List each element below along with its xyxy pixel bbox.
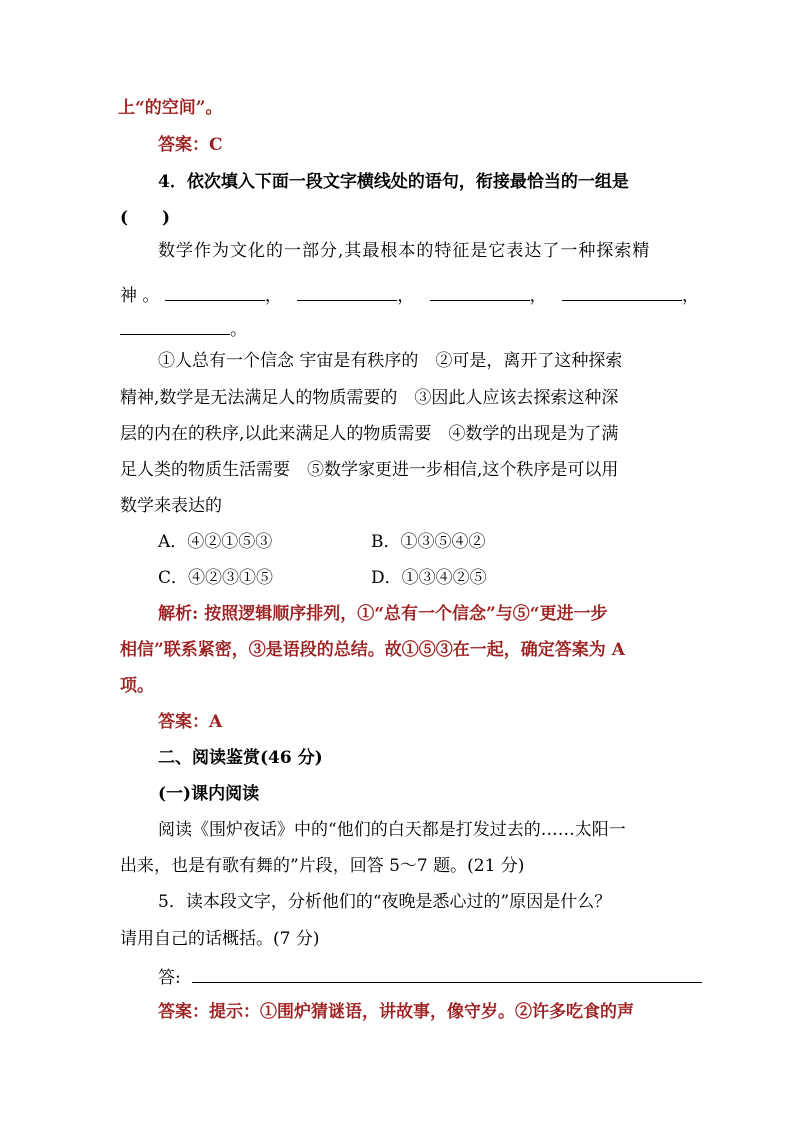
- question-5-line2: 请用自己的话概括。(7 分): [120, 929, 320, 949]
- blank-3: [430, 282, 530, 301]
- answer-label: 答案: [158, 1002, 192, 1022]
- question-4-line2: ( ): [120, 208, 171, 228]
- passage-text: 神 。: [120, 286, 160, 306]
- options-text-line2: 精神,数学是无法满足人的物质需要的 ③因此人应该去探索这种深: [120, 388, 619, 408]
- answer-value: C: [209, 135, 223, 155]
- prev-answer-tail: 上“的空间”。: [118, 98, 223, 118]
- answer-2: [158, 711, 222, 733]
- analysis-text: : 按照逻辑顺序排列，①“总有一个信念”与⑤“更进一步: [192, 604, 608, 624]
- blank-4: [562, 282, 682, 301]
- blank-2: [297, 282, 397, 301]
- answer-label: 答案: [158, 712, 192, 732]
- comma: ，: [397, 286, 415, 306]
- answer-prompt: 答:: [158, 968, 181, 988]
- passage-line2: [120, 282, 699, 307]
- passage-line1: 数学作为文化的一部分,其最根本的特征是它表达了一种探索精: [158, 241, 651, 261]
- answer-text: ：提示：①围炉猜谜语，讲故事，像守岁。②许多吃食的声: [192, 1002, 634, 1022]
- options-text-line1: ①人总有一个信念 宇宙是有秩序的 ②可是，离开了这种探索: [158, 351, 623, 371]
- question-4-line1: 4．依次填入下面一段文字横线处的语句，衔接最恰当的一组是: [158, 172, 629, 192]
- comma: ，: [682, 286, 700, 306]
- blank-1: [165, 282, 265, 301]
- subsection-heading: (一)课内阅读: [158, 784, 260, 804]
- analysis-label: 解析: [158, 604, 192, 624]
- answer-colon: ：: [192, 712, 209, 732]
- comma: ，: [529, 286, 547, 306]
- answer-1: [158, 134, 223, 156]
- analysis-line3: 项。: [120, 676, 154, 696]
- answer-label: 答案: [158, 135, 192, 155]
- options-text-line5: 数学来表达的: [120, 496, 222, 516]
- passage-line3: [120, 316, 247, 341]
- choice-a: A．④②①⑤③: [158, 532, 273, 552]
- answer-value: A: [209, 712, 223, 732]
- section-heading: 二、阅读鉴赏(46 分): [158, 748, 323, 768]
- choice-d: D．①③④②⑤: [371, 568, 487, 588]
- answer-3: [158, 1001, 634, 1023]
- choice-c: C．④②③①⑤: [158, 568, 274, 588]
- options-text-line3: 层的内在的秩序,以此来满足人的物质需要 ④数学的出现是为了满: [120, 424, 619, 444]
- answer-colon: ：: [192, 135, 209, 155]
- reading-prompt-line1: 阅读《围炉夜话》中的“他们的白天都是打发过去的……太阳一: [158, 820, 626, 840]
- period: 。: [230, 320, 247, 340]
- answer-blank-line: [192, 964, 702, 983]
- blank-5: [120, 316, 230, 335]
- analysis-line1: [158, 603, 608, 625]
- options-text-line4: 足人类的物质生活需要 ⑤数学家更进一步相信,这个秩序是可以用: [120, 460, 619, 480]
- analysis-line2: 相信”联系紧密，③是语段的总结。故①⑤③在一起，确定答案为 A: [120, 640, 625, 660]
- reading-prompt-line2: 出来，也是有歌有舞的”片段，回答 5～7 题。(21 分): [120, 856, 525, 876]
- comma: ，: [264, 286, 282, 306]
- question-5-line1: 5．读本段文字，分析他们的“夜晚是悉心过的”原因是什么？: [158, 892, 612, 912]
- choice-b: B．①③⑤④②: [371, 532, 486, 552]
- answer-field-row: [158, 964, 702, 989]
